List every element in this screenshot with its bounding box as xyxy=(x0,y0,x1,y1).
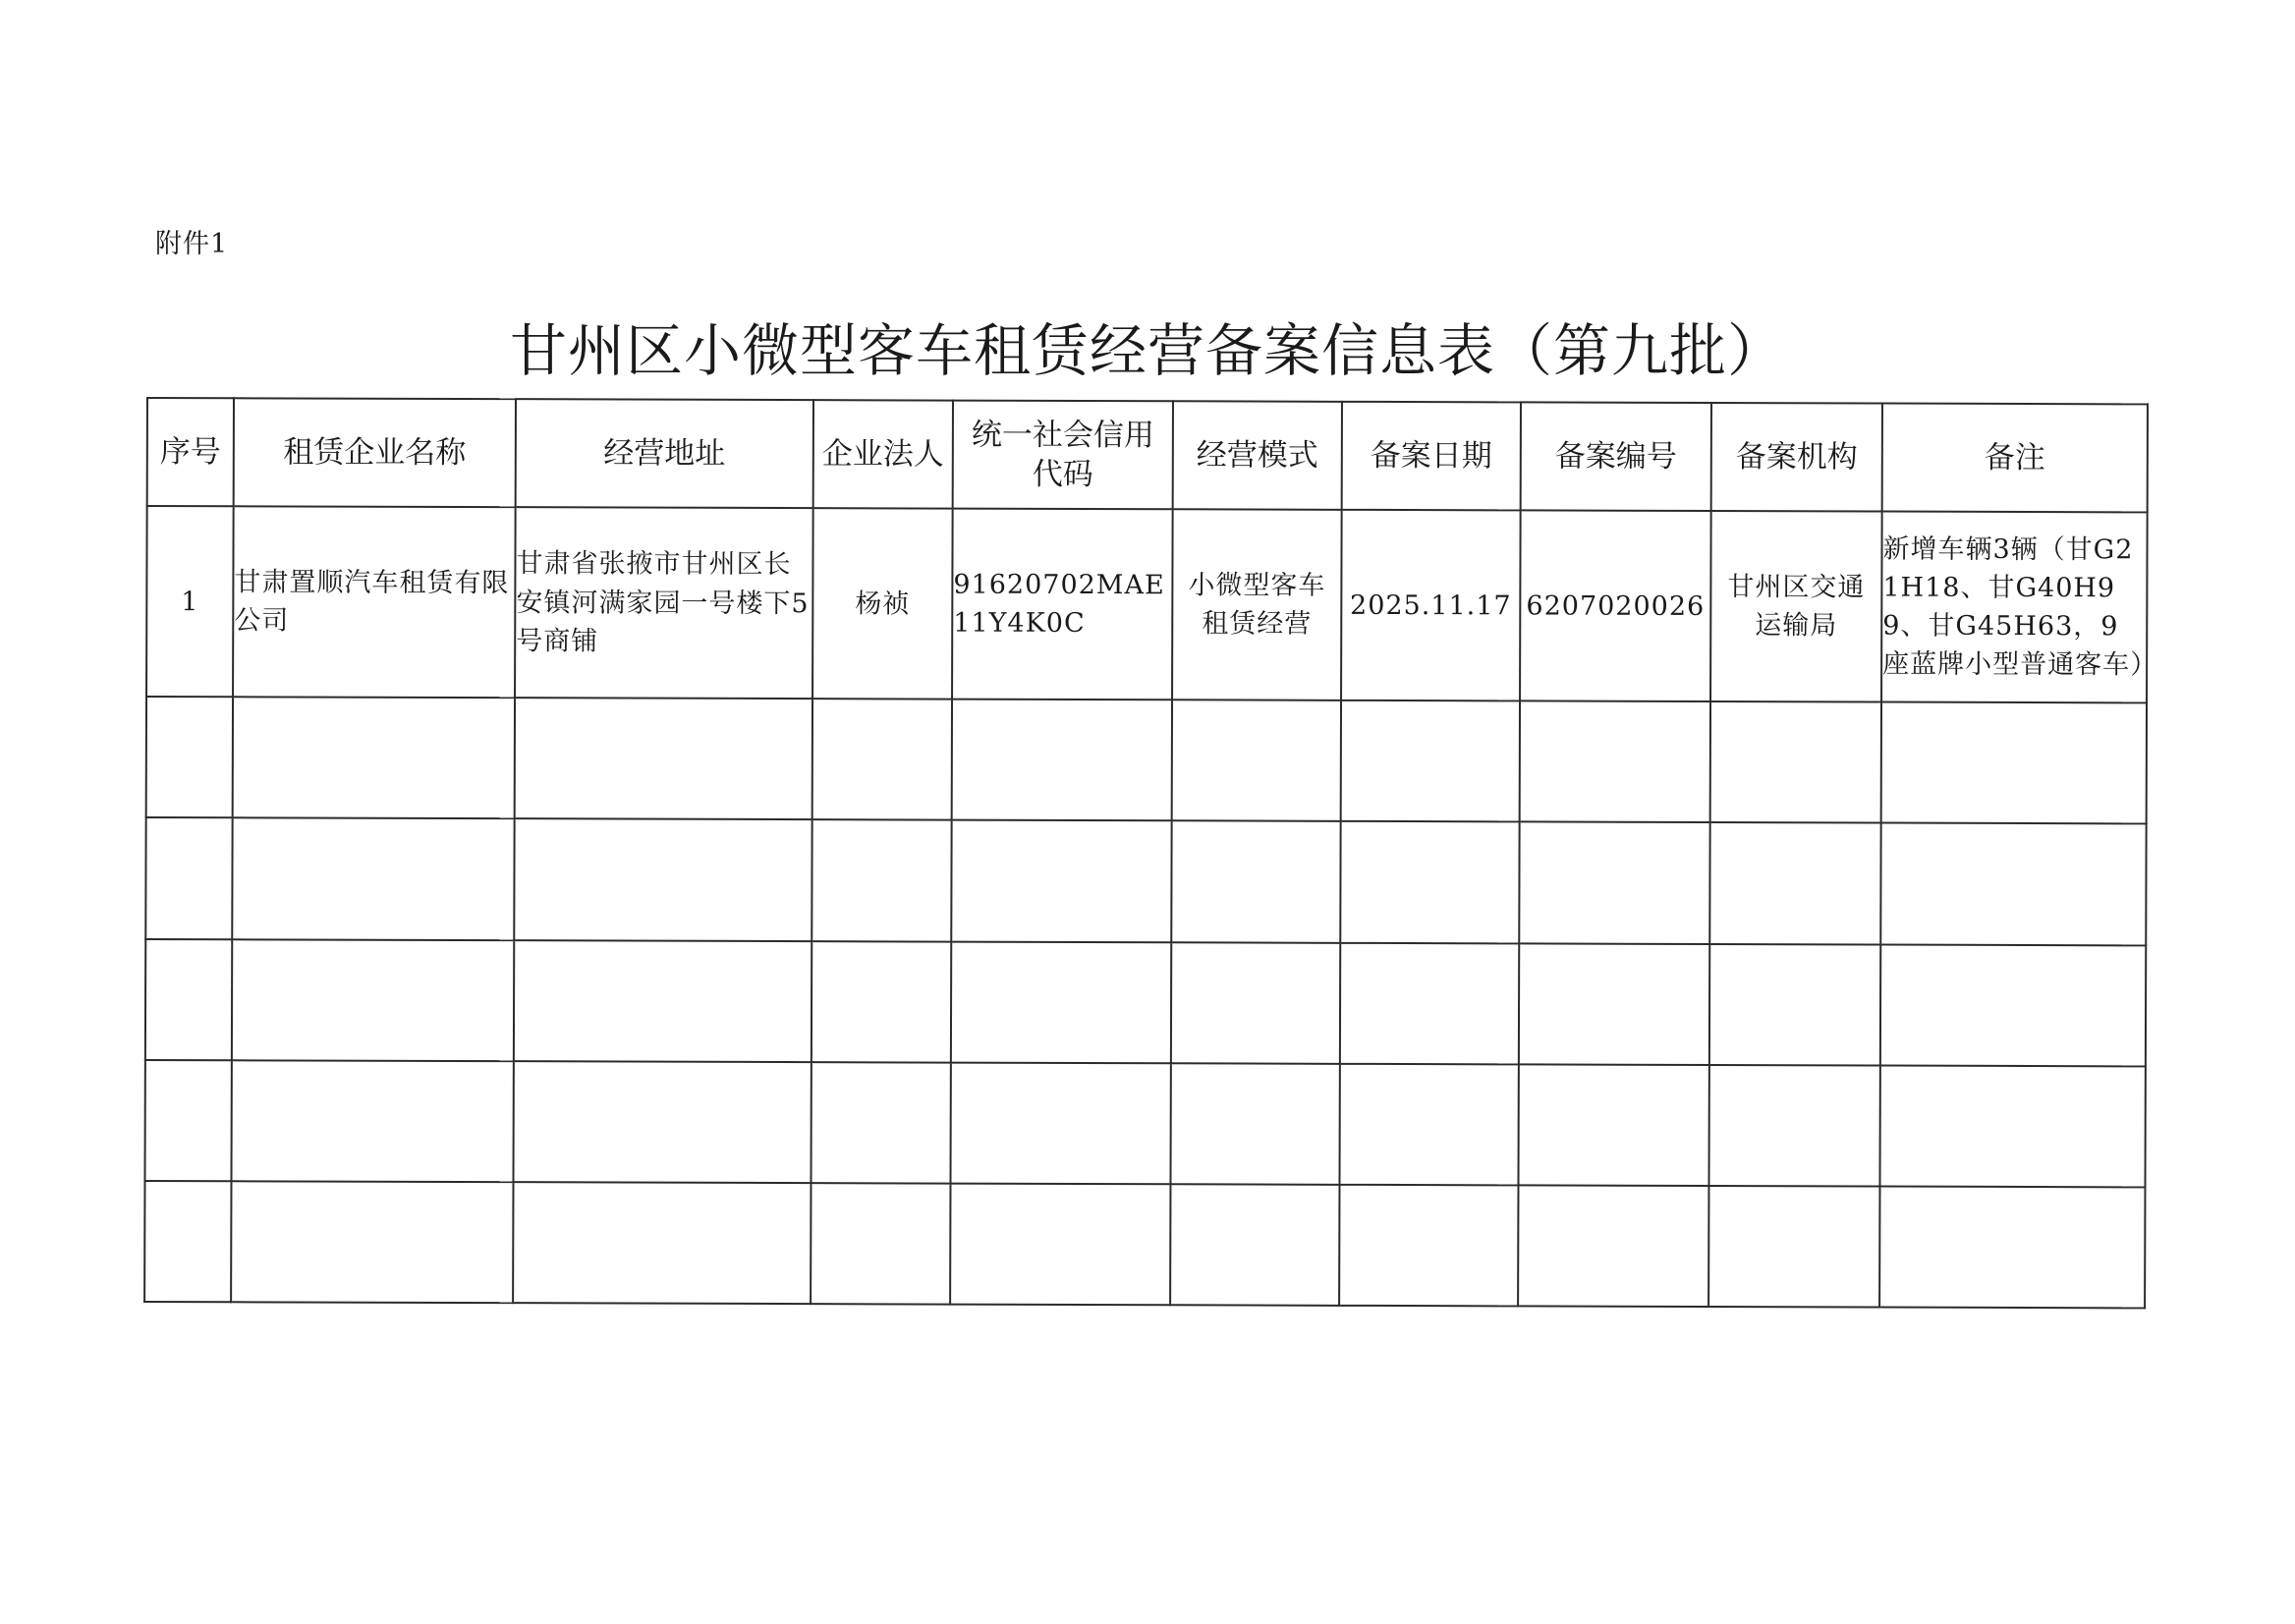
page-title: 甘州区小微型客车租赁经营备案信息表（第九批） xyxy=(509,317,1785,384)
header-credit-code: 统一社会信用代码 xyxy=(953,401,1173,510)
cell-remarks: 新增车辆3辆（甘G21H18、甘G40H99、甘G45H63，9座蓝牌小型普通客车） xyxy=(1881,512,2148,703)
attachment-label: 附件1 xyxy=(155,229,229,259)
table-row xyxy=(146,506,2148,703)
cell-date: 2025.11.17 xyxy=(1341,510,1521,701)
table-row xyxy=(145,939,2146,1067)
header-record-no: 备案编号 xyxy=(1521,402,1711,511)
table-row xyxy=(146,697,2147,824)
header-agency: 备案机构 xyxy=(1711,403,1882,512)
cell-agency: 甘州区交通运输局 xyxy=(1710,511,1882,702)
table-row xyxy=(145,817,2146,945)
cell-record-no: 6207020026 xyxy=(1520,510,1711,701)
table-header-row xyxy=(147,398,2148,512)
cell-company: 甘肃置顺汽车租赁有限公司 xyxy=(233,506,516,698)
header-remarks: 备注 xyxy=(1882,404,2148,513)
header-date: 备案日期 xyxy=(1342,402,1521,511)
table-row xyxy=(144,1181,2145,1309)
cell-legal-person: 杨祯 xyxy=(812,508,953,700)
table-row xyxy=(144,1060,2145,1188)
header-seq: 序号 xyxy=(147,398,234,506)
header-address: 经营地址 xyxy=(516,399,813,508)
cell-credit-code: 91620702MAE11Y4K0C xyxy=(952,509,1173,700)
cell-address: 甘肃省张掖市甘州区长安镇河满家园一号楼下5号商铺 xyxy=(515,507,813,699)
header-company: 租赁企业名称 xyxy=(234,398,516,507)
header-legal-person: 企业法人 xyxy=(813,400,953,508)
record-table xyxy=(143,397,2158,1309)
cell-mode: 小微型客车租赁经营 xyxy=(1172,509,1342,700)
cell-seq: 1 xyxy=(146,506,234,698)
header-mode: 经营模式 xyxy=(1173,401,1342,510)
